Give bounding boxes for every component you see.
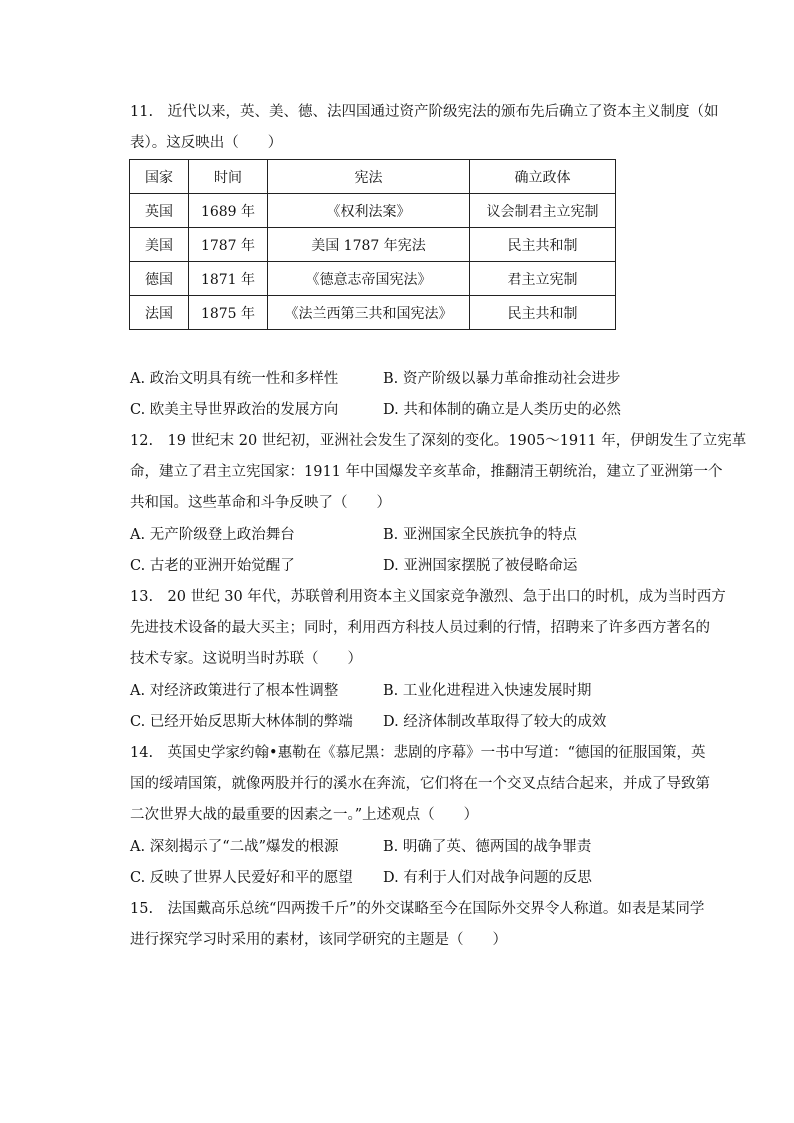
table-header-cell: 确立政体 <box>470 160 616 194</box>
table-row <box>130 228 616 262</box>
q14-option-a: A. 深刻揭示了“二战”爆发的根源 <box>130 839 339 855</box>
table-cell: 《法兰西第三共和国宪法》 <box>268 296 470 330</box>
q12-stem-line1: 12. 19 世纪末 20 世纪初，亚洲社会发生了深刻的变化。1905～1911 年，伊朗发生了立宪革 <box>130 433 747 449</box>
table-cell: 君主立宪制 <box>470 262 616 296</box>
q12-option-d: D. 亚洲国家摆脱了被侵略命运 <box>383 558 578 574</box>
table-row <box>130 296 616 330</box>
q14-option-b: B. 明确了英、德两国的战争罪责 <box>383 839 592 855</box>
table-cell: 1689 年 <box>189 194 268 228</box>
table-row <box>130 194 616 228</box>
q11-stem-line2: 表）。这反映出（ ） <box>130 135 283 151</box>
q11-stem-line1: 11. 近代以来，英、美、德、法四国通过资产阶级宪法的颁布先后确立了资本主义制度（如 <box>130 104 719 120</box>
table-cell: 《权利法案》 <box>268 194 470 228</box>
q13-stem-line1: 13. 20 世纪 30 年代，苏联曾利用资本主义国家竞争激烈、急于出口的时机，成为当时西方 <box>130 589 726 605</box>
table-cell: 法国 <box>130 296 189 330</box>
q11-option-c: C. 欧美主导世界政治的发展方向 <box>130 402 339 418</box>
q11-option-d: D. 共和体制的确立是人类历史的必然 <box>383 402 621 418</box>
q13-option-c: C. 已经开始反思斯大林体制的弊端 <box>130 714 353 730</box>
table-cell: 民主共和制 <box>470 296 616 330</box>
table-cell: 美国 1787 年宪法 <box>268 228 470 262</box>
q12-option-b: B. 亚洲国家全民族抗争的特点 <box>383 527 577 543</box>
q14-stem-line2: 国的绥靖国策，就像两股并行的溪水在奔流，它们将在一个交叉点结合起来，并成了导致第 <box>130 776 710 792</box>
q13-stem-line3: 技术专家。这说明当时苏联（ ） <box>130 651 362 667</box>
q12-option-a: A. 无产阶级登上政治舞台 <box>130 527 295 543</box>
table-header-cell: 时间 <box>189 160 268 194</box>
table-cell: 《德意志帝国宪法》 <box>268 262 470 296</box>
q13-option-a: A. 对经济政策进行了根本性调整 <box>130 683 339 699</box>
q13-option-d: D. 经济体制改革取得了较大的成效 <box>383 714 607 730</box>
q15-stem-line2: 进行探究学习时采用的素材，该同学研究的主题是（ ） <box>130 932 507 948</box>
q13-stem-line2: 先进技术设备的最大买主；同时，利用西方科技人员过剩的行情，招聘来了许多西方著名的 <box>130 620 710 636</box>
q11-constitution-table <box>129 159 616 330</box>
table-cell: 1787 年 <box>189 228 268 262</box>
table-header-row <box>130 160 616 194</box>
q15-stem-line1: 15. 法国戴高乐总统“四两拨千斤”的外交谋略至今在国际外交界令人称道。如表是某同学 <box>130 901 705 917</box>
table-cell: 1871 年 <box>189 262 268 296</box>
q11-option-b: B. 资产阶级以暴力革命推动社会进步 <box>383 371 621 387</box>
table-header-cell: 国家 <box>130 160 189 194</box>
table-cell: 英国 <box>130 194 189 228</box>
q14-option-c: C. 反映了世界人民爱好和平的愿望 <box>130 870 353 886</box>
table-cell: 民主共和制 <box>470 228 616 262</box>
q12-stem-line3: 共和国。这些革命和斗争反映了（ ） <box>130 495 391 511</box>
q11-option-a: A. 政治文明具有统一性和多样性 <box>130 371 339 387</box>
table-cell: 1875 年 <box>189 296 268 330</box>
q14-stem-line1: 14. 英国史学家约翰•惠勒在《慕尼黑：悲剧的序幕》一书中写道：“德国的征服国策，英 <box>130 745 706 761</box>
table-cell: 美国 <box>130 228 189 262</box>
table-cell: 德国 <box>130 262 189 296</box>
table-cell: 议会制君主立宪制 <box>470 194 616 228</box>
q12-option-c: C. 古老的亚洲开始觉醒了 <box>130 558 295 574</box>
q12-stem-line2: 命，建立了君主立宪国家：1911 年中国爆发辛亥革命，推翻清王朝统治，建立了亚洲第一个 <box>130 464 723 480</box>
table-row <box>130 262 616 296</box>
q14-stem-line3: 二次世界大战的最重要的因素之一。”上述观点（ ） <box>130 807 479 823</box>
table-header-cell: 宪法 <box>268 160 470 194</box>
q14-option-d: D. 有利于人们对战争问题的反思 <box>383 870 592 886</box>
q13-option-b: B. 工业化进程进入快速发展时期 <box>383 683 592 699</box>
